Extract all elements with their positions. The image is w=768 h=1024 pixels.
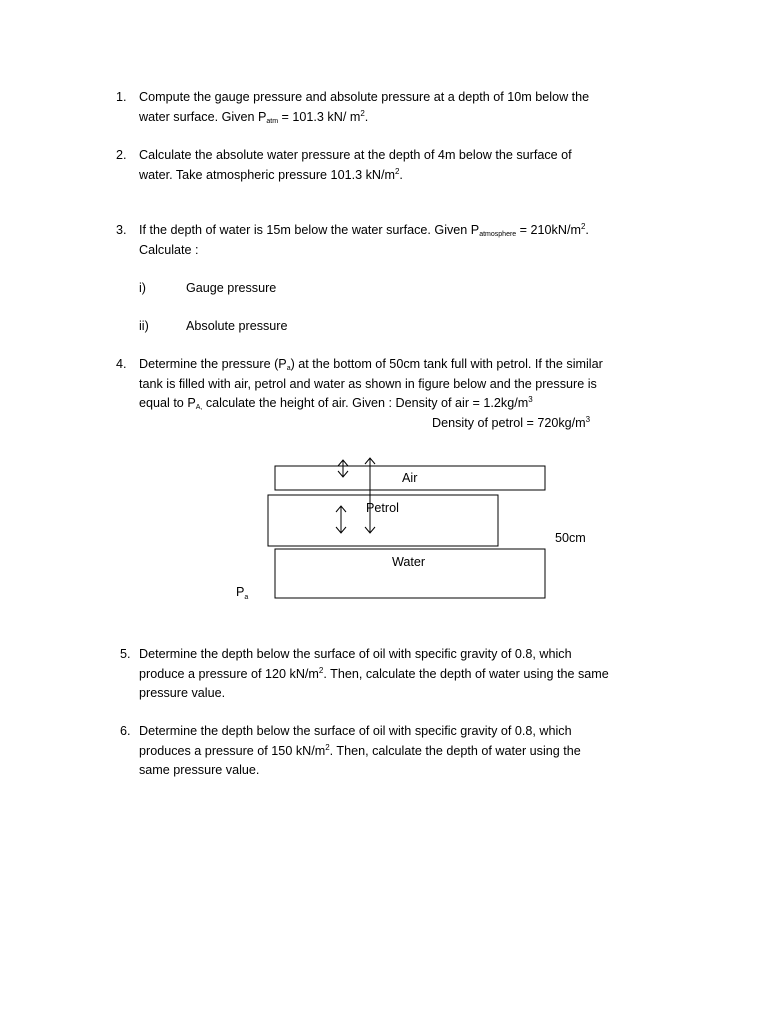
sub-item-text: Absolute pressure (186, 319, 288, 333)
question-number: 5. (120, 647, 131, 661)
air-height-arrow (338, 460, 348, 477)
air-label: Air (402, 471, 418, 485)
water-label: Water (392, 555, 426, 569)
question-number: 1. (116, 90, 127, 104)
sub-item-label: i) (139, 281, 146, 295)
sub-item-label: ii) (139, 319, 149, 333)
question-number: 6. (120, 724, 131, 738)
question-number: 3. (116, 223, 127, 237)
petrol-label: Petrol (366, 501, 399, 515)
question-text: Determine the depth below the surface of oil with specific gravity of 0.8, which produces a pressure of 150 $kN/m^2$. Then, calculate the depth of water using the same pressure value. (139, 724, 581, 777)
question-text: Compute the gauge pressure and absolute pressure at a depth of 10m below the water surface. Given $P_{atm} = 101.3$ kN/ $m^2$. (139, 90, 590, 125)
question-text: Determine the depth below the surface of oil with specific gravity of 0.8, which produce a pressure of 120 $kN/m^2$. Then, calculate the depth of water using the same pressure value. (139, 647, 609, 700)
sub-item-text: Gauge pressure (186, 281, 277, 295)
question-text: Calculate the absolute water pressure at the depth of 4m below the surface of water. Take atmospheric pressure 101.3 $kN/m^2$. (139, 148, 572, 182)
height-label: 50cm (555, 531, 586, 545)
question-number: 4. (116, 357, 127, 371)
petrol-height-arrow (336, 506, 346, 533)
question-number: 2. (116, 148, 127, 162)
question-text: Determine the pressure $(P_a)$ at the bottom of 50cm tank full with petrol. If the similar tank is filled with air, petrol and water as shown in figure below and the pressure is equal to $P_{A,}$ calculate the height of air. Given : Density of air = $1.2kg/m^3$ Density of petrol = $720kg/m^3$ (139, 357, 603, 430)
question-text: If the depth of water is 15m below the water surface. Given $P_{atmosphere} = 210kN/m^2$. Calculate : (139, 222, 589, 257)
pressure-label: $P_a$ (236, 585, 249, 601)
